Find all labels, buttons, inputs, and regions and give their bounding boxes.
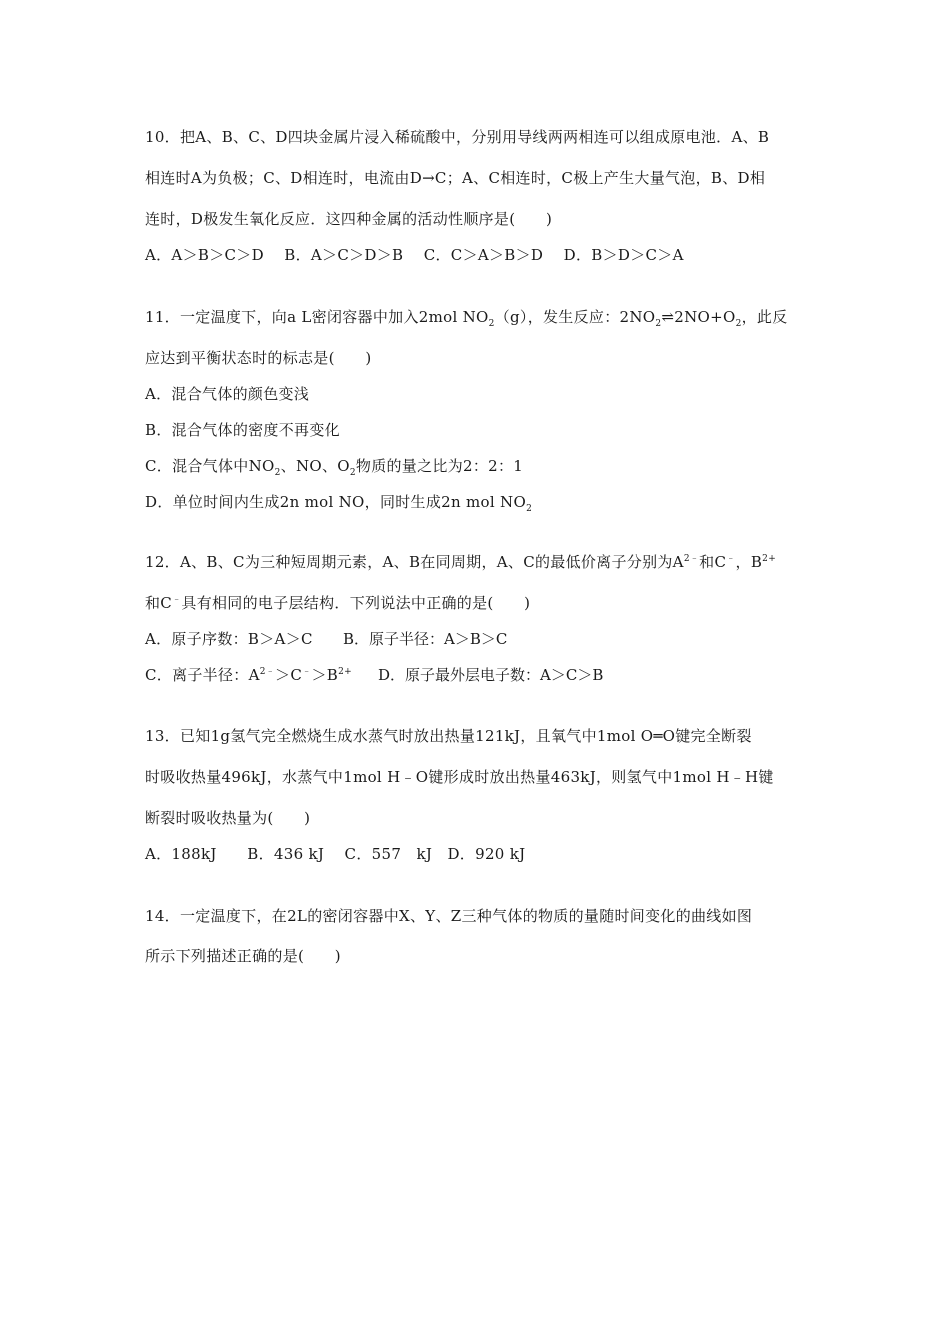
q12-option-d: D．原子最外层电子数：A＞C＞B: [378, 666, 604, 684]
q14-line-1: 14．一定温度下，在2L的密闭容器中X、Y、Z三种气体的物质的量随时间变化的曲线如图: [145, 907, 753, 925]
q12-options-row-1: A．原子序数：B＞A＞C: [145, 630, 313, 648]
q12-options-row-2: C．离子半径：$A^{2﹣}>C^﹣>B^{2+}$: [145, 666, 352, 684]
q12-line-2: 和C﹣具有相同的电子层结构．下列说法中正确的是( ): [145, 594, 531, 612]
q14-line-2: 所示下列描述正确的是( ): [145, 947, 341, 965]
q11-option-a: A．混合气体的颜色变浅: [145, 385, 310, 403]
q13-options: A．188kJ B．436 kJ C．557 kJ D．920 kJ: [145, 845, 526, 863]
q13-line-2: 时吸收热量496kJ，水蒸气中1mol H﹣O键形成时放出热量463kJ，则氢气中1mol H﹣H键: [145, 768, 774, 786]
q13-line-1: 13．已知1g氢气完全燃烧生成水蒸气时放出热量121kJ，且氧气中1mol O═O键完全断裂: [145, 727, 752, 745]
q10-line-3: 连时，D极发生氧化反应．这四种金属的活动性顺序是( ): [145, 210, 553, 228]
q11-option-b: B．混合气体的密度不再变化: [145, 421, 340, 439]
q12-line-1: 12．A、B、C为三种短周期元素，A、B在同周期，A、C的最低价离子分别为$A^{2﹣}$和C﹣，$B^{2+}$: [145, 553, 777, 571]
q10-line-2: 相连时A为负极；C、D相连时，电流由D→C；A、C相连时，C极上产生大量气泡，B、D相: [145, 169, 766, 187]
q11-option-d: D．单位时间内生成2n mol NO，同时生成2n mol $NO_2$: [145, 493, 533, 514]
q12-option-b: B．原子半径：A＞B＞C: [343, 630, 508, 648]
q10-line-1: 10．把A、B、C、D四块金属片浸入稀硫酸中，分别用导线两两相连可以组成原电池．A、B: [145, 128, 770, 146]
q10-options: A．A＞B＞C＞D B．A＞C＞D＞B C．C＞A＞B＞D D．B＞D＞C＞A: [145, 246, 684, 264]
q13-line-3: 断裂时吸收热量为( ): [145, 809, 311, 827]
q11-line-2: 应达到平衡状态时的标志是( ): [145, 349, 372, 367]
q11-option-c: C．混合气体中$NO_2$、NO、$O_2$物质的量之比为2：2：1: [145, 457, 524, 478]
q11-line-1: 11．一定温度下，向a L密闭容器中加入2mol $NO_2(g)$，发生反应：$2NO_2\rightleftharpoons 2NO+O_2$，此反: [145, 308, 788, 329]
